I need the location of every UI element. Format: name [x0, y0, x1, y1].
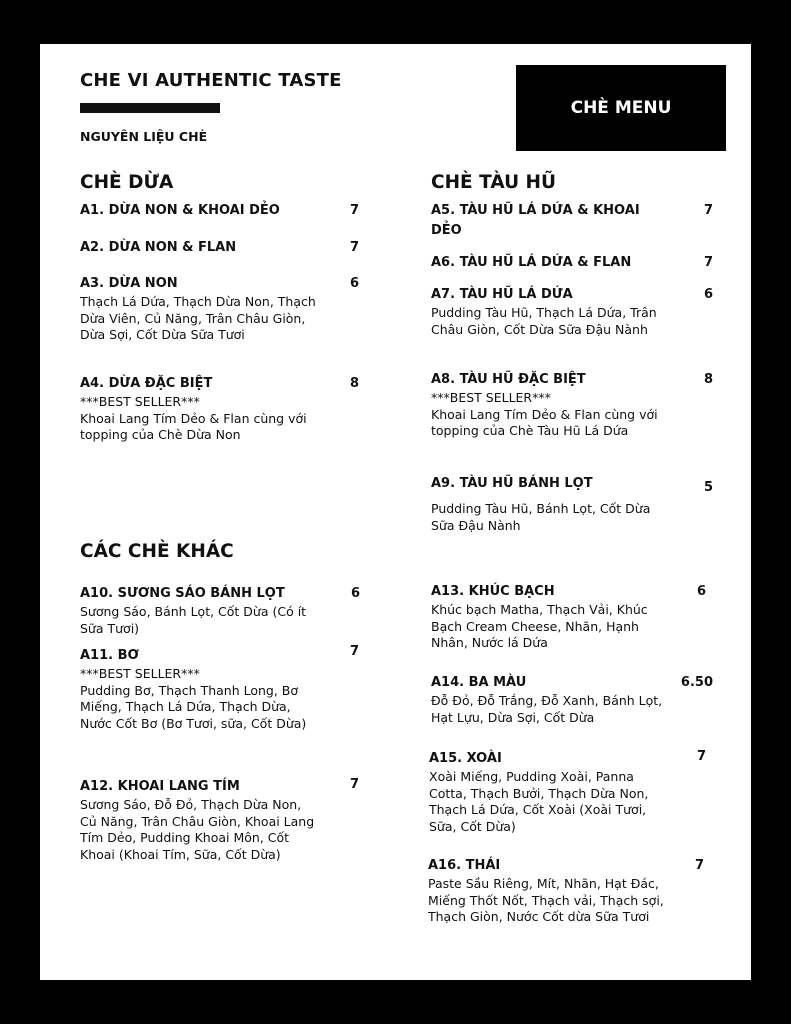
- item-description: Pudding Tàu Hũ, Bánh Lọt, Cốt Dừa Sữa Đậu Nành: [431, 501, 651, 533]
- item-price: 5: [703, 480, 713, 495]
- item-name: A4. DỪA ĐẶC BIỆT: [80, 376, 213, 391]
- menu-title-box: [516, 65, 726, 151]
- menu-item-a12: [80, 777, 359, 863]
- item-description: Pudding Bơ, Thạch Thanh Long, Bơ Miếng, Thạch Lá Dứa, Thạch Dừa, Nước Cốt Bơ (Bơ Tươi, sữa, Cốt Dừa): [80, 682, 307, 731]
- section-heading-che-dua: CHÈ DỪA: [80, 172, 174, 193]
- menu-item-a4: [80, 374, 359, 444]
- item-name: A16. THÁI: [428, 858, 501, 873]
- item-description: Pudding Tàu Hũ, Thạch Lá Dứa, Trân Châu Giòn, Cốt Dừa Sữa Đậu Nành: [431, 305, 657, 337]
- item-price: 6: [696, 584, 706, 599]
- item-price: 7: [349, 644, 359, 659]
- item-price: 7: [696, 749, 706, 764]
- item-name: A13. KHÚC BẠCH: [431, 584, 555, 599]
- item-name: A6. TÀU HŨ LÁ DỨA & FLAN: [431, 255, 632, 270]
- item-price: 7: [703, 255, 713, 270]
- best-seller-tag: ***BEST SELLER***: [80, 394, 200, 409]
- item-name: A10. SƯƠNG SÁO BÁNH LỌT: [80, 586, 285, 601]
- item-price: 6.50: [680, 675, 713, 690]
- item-price: 7: [349, 240, 359, 255]
- item-description: Khoai Lang Tím Dẻo & Flan cùng với topping của Chè Tàu Hũ Lá Dứa: [431, 406, 658, 438]
- menu-title: CHÈ MENU: [570, 98, 672, 118]
- menu-item-a10: [80, 584, 360, 637]
- menu-item-a2: [80, 238, 359, 258]
- brand-title: CHE VI AUTHENTIC TASTE: [80, 70, 342, 91]
- item-description: Sương Sáo, Bánh Lọt, Cốt Dừa (Có ít Sữa Tươi): [80, 604, 307, 636]
- menu-item-a8: [431, 370, 713, 440]
- item-price: 6: [703, 287, 713, 302]
- menu-item-a14: [431, 673, 713, 726]
- brand-underline-bar: [80, 103, 220, 113]
- menu-item-a15: [429, 749, 706, 835]
- item-price: 7: [703, 203, 713, 218]
- menu-item-a5: [431, 201, 713, 241]
- item-description: Xoài Miếng, Pudding Xoài, Panna Cotta, Thạch Bưởi, Thạch Dừa Non, Thạch Lá Dứa, Cốt Xoài (Xoài Tươi, Sữa, Cốt Dừa): [429, 769, 649, 834]
- brand-subtitle: NGUYÊN LIỆU CHÈ: [80, 129, 208, 144]
- item-price: 8: [703, 372, 713, 387]
- item-description: Khúc bạch Matha, Thạch Vải, Khúc Bạch Cream Cheese, Nhãn, Hạnh Nhân, Nước lá Dứa: [431, 602, 648, 650]
- item-name: A1. DỪA NON & KHOAI DẺO: [80, 203, 280, 218]
- menu-item-a1: [80, 201, 359, 221]
- best-seller-tag: ***BEST SELLER***: [431, 390, 551, 405]
- item-price: 6: [349, 276, 359, 291]
- menu-item-a13: [431, 582, 706, 652]
- item-name: A7. TÀU HŨ LÁ DỨA: [431, 287, 573, 302]
- item-price: 7: [349, 203, 359, 218]
- best-seller-tag: ***BEST SELLER***: [80, 666, 200, 681]
- item-price: 7: [349, 777, 359, 792]
- item-name: A9. TÀU HŨ BÁNH LỌT: [431, 476, 593, 491]
- item-price: 7: [694, 858, 704, 873]
- menu-item-a16: [428, 856, 704, 926]
- item-description: Đỗ Đỏ, Đỗ Trắng, Đỗ Xanh, Bánh Lọt, Hạt Lựu, Dừa Sợi, Cốt Dừa: [431, 693, 663, 725]
- item-name: A15. XOÀI: [429, 751, 502, 766]
- item-name: A5. TÀU HŨ LÁ DỨA & KHOAI DẺO: [431, 203, 640, 238]
- menu-item-a6: [431, 253, 713, 273]
- item-description: Paste Sầu Riêng, Mít, Nhãn, Hạt Đác, Miếng Thốt Nốt, Thạch vải, Thạch sợi, Thạch Giòn, Nước Cốt dừa Sữa Tươi: [428, 876, 664, 924]
- item-price: 8: [349, 376, 359, 391]
- item-name: A8. TÀU HŨ ĐẶC BIỆT: [431, 372, 586, 387]
- item-description: Thạch Lá Dứa, Thạch Dừa Non, Thạch Dừa Viên, Củ Năng, Trân Châu Giòn, Dừa Sợi, Cốt Dừa Sữa Tươi: [80, 294, 316, 342]
- item-name: A11. BƠ: [80, 648, 139, 663]
- item-name: A14. BA MÀU: [431, 675, 527, 690]
- item-description: Khoai Lang Tím Dẻo & Flan cùng với topping của Chè Dừa Non: [80, 410, 307, 442]
- item-description: Sương Sáo, Đỗ Đỏ, Thạch Dừa Non, Củ Năng, Trân Châu Giòn, Khoai Lang Tím Dẻo, Pudding Khoai Môn, Cốt Khoai (Khoai Tím, Sữa, Cốt Dừa): [80, 797, 315, 862]
- item-name: A3. DỪA NON: [80, 276, 178, 291]
- menu-item-a11: [80, 646, 359, 732]
- menu-item-a9: [431, 474, 713, 534]
- menu-item-a3: [80, 274, 359, 344]
- section-heading-che-tau-hu: CHÈ TÀU HŨ: [431, 172, 557, 193]
- section-heading-cac-che-khac: CÁC CHÈ KHÁC: [80, 541, 234, 562]
- menu-item-a7: [431, 285, 713, 338]
- item-name: A2. DỪA NON & FLAN: [80, 240, 237, 255]
- menu-page: [40, 44, 751, 980]
- item-price: 6: [350, 586, 360, 601]
- item-name: A12. KHOAI LANG TÍM: [80, 779, 240, 794]
